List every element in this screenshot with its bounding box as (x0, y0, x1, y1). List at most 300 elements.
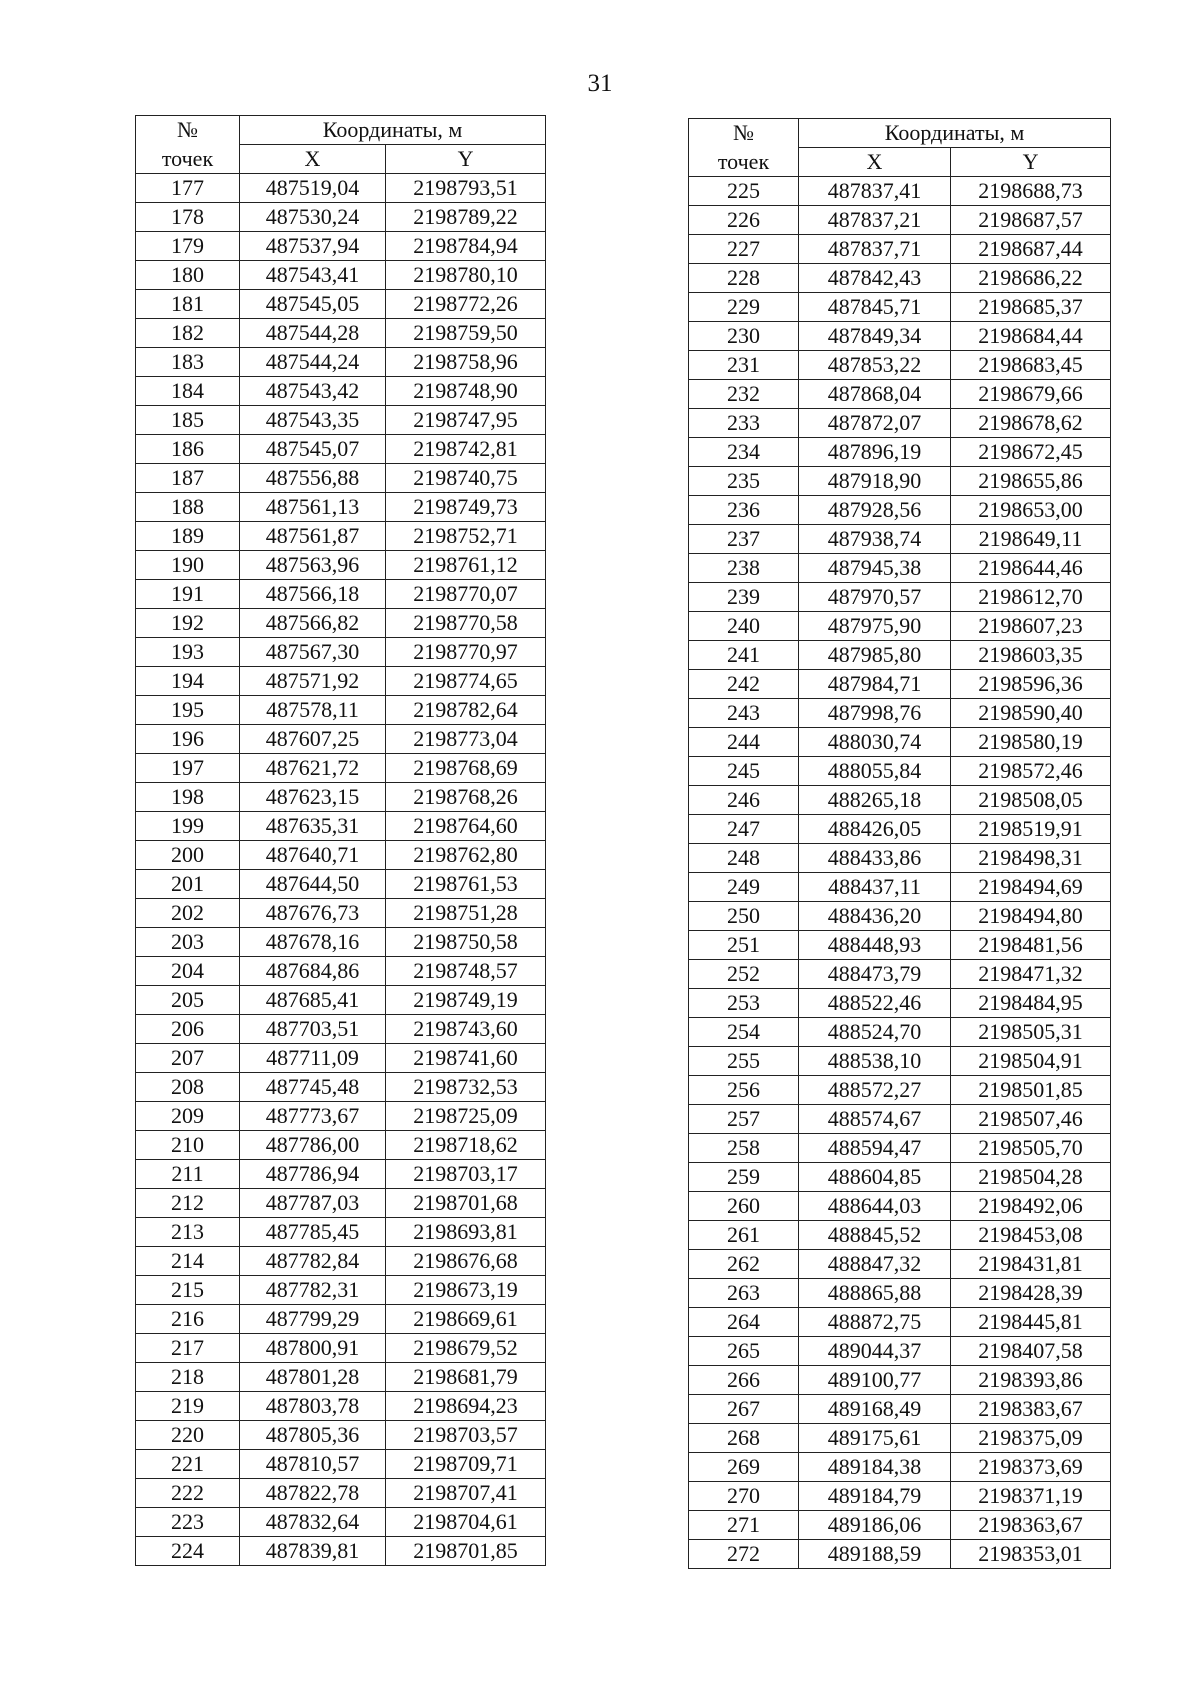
point-number-cell: 187 (136, 464, 240, 493)
point-number-cell: 203 (136, 928, 240, 957)
y-coordinate-cell: 2198770,07 (386, 580, 546, 609)
y-coordinate-cell: 2198752,71 (386, 522, 546, 551)
header-coordinates: Координаты, м (799, 119, 1111, 148)
table-row (136, 1421, 546, 1450)
point-number-cell: 200 (136, 841, 240, 870)
table-row (689, 699, 1111, 728)
y-coordinate-cell: 2198353,01 (951, 1540, 1111, 1569)
x-coordinate-cell: 488574,67 (799, 1105, 951, 1134)
point-number-cell: 220 (136, 1421, 240, 1450)
table-row (689, 322, 1111, 351)
y-coordinate-cell: 2198596,36 (951, 670, 1111, 699)
y-coordinate-cell: 2198687,44 (951, 235, 1111, 264)
point-number-cell: 221 (136, 1450, 240, 1479)
x-coordinate-cell: 487685,41 (240, 986, 386, 1015)
table-row (136, 1334, 546, 1363)
y-coordinate-cell: 2198687,57 (951, 206, 1111, 235)
x-coordinate-cell: 487545,07 (240, 435, 386, 464)
x-coordinate-cell: 487984,71 (799, 670, 951, 699)
point-number-cell: 231 (689, 351, 799, 380)
table-row (136, 928, 546, 957)
point-number-cell: 207 (136, 1044, 240, 1073)
point-number-cell: 253 (689, 989, 799, 1018)
table-row (689, 293, 1111, 322)
table-row (689, 1134, 1111, 1163)
table-row (136, 580, 546, 609)
point-number-cell: 222 (136, 1479, 240, 1508)
x-coordinate-cell: 487805,36 (240, 1421, 386, 1450)
y-coordinate-cell: 2198590,40 (951, 699, 1111, 728)
point-number-cell: 192 (136, 609, 240, 638)
y-coordinate-cell: 2198653,00 (951, 496, 1111, 525)
table-row (689, 1308, 1111, 1337)
point-number-cell: 197 (136, 754, 240, 783)
point-number-cell: 189 (136, 522, 240, 551)
point-number-cell: 199 (136, 812, 240, 841)
table-row (136, 319, 546, 348)
point-number-cell: 261 (689, 1221, 799, 1250)
x-coordinate-cell: 488847,32 (799, 1250, 951, 1279)
y-coordinate-cell: 2198703,57 (386, 1421, 546, 1450)
x-coordinate-cell: 487975,90 (799, 612, 951, 641)
x-coordinate-cell: 487644,50 (240, 870, 386, 899)
x-coordinate-cell: 487561,13 (240, 493, 386, 522)
y-coordinate-cell: 2198770,58 (386, 609, 546, 638)
table-row (136, 1305, 546, 1334)
table-row (136, 348, 546, 377)
table-row (136, 261, 546, 290)
table-row (689, 612, 1111, 641)
point-number-cell: 225 (689, 177, 799, 206)
table-row (689, 902, 1111, 931)
table-row (136, 232, 546, 261)
point-number-cell: 228 (689, 264, 799, 293)
y-coordinate-cell: 2198471,32 (951, 960, 1111, 989)
x-coordinate-cell: 487703,51 (240, 1015, 386, 1044)
point-number-cell: 265 (689, 1337, 799, 1366)
x-coordinate-cell: 487945,38 (799, 554, 951, 583)
y-coordinate-cell: 2198703,17 (386, 1160, 546, 1189)
table-row (689, 1482, 1111, 1511)
point-number-cell: 252 (689, 960, 799, 989)
y-coordinate-cell: 2198693,81 (386, 1218, 546, 1247)
point-number-cell: 216 (136, 1305, 240, 1334)
table-row (689, 496, 1111, 525)
x-coordinate-cell: 487998,76 (799, 699, 951, 728)
table-row (689, 235, 1111, 264)
point-number-cell: 266 (689, 1366, 799, 1395)
y-coordinate-cell: 2198704,61 (386, 1508, 546, 1537)
y-coordinate-cell: 2198644,46 (951, 554, 1111, 583)
y-coordinate-cell: 2198481,56 (951, 931, 1111, 960)
y-coordinate-cell: 2198407,58 (951, 1337, 1111, 1366)
y-coordinate-cell: 2198780,10 (386, 261, 546, 290)
y-coordinate-cell: 2198445,81 (951, 1308, 1111, 1337)
point-number-cell: 226 (689, 206, 799, 235)
point-number-cell: 177 (136, 174, 240, 203)
y-coordinate-cell: 2198505,70 (951, 1134, 1111, 1163)
point-number-cell: 224 (136, 1537, 240, 1566)
y-coordinate-cell: 2198741,60 (386, 1044, 546, 1073)
table-row (689, 1105, 1111, 1134)
point-number-cell: 243 (689, 699, 799, 728)
y-coordinate-cell: 2198761,53 (386, 870, 546, 899)
table-row (136, 174, 546, 203)
y-coordinate-cell: 2198676,68 (386, 1247, 546, 1276)
x-coordinate-cell: 489184,79 (799, 1482, 951, 1511)
table-row (136, 638, 546, 667)
x-coordinate-cell: 487567,30 (240, 638, 386, 667)
x-coordinate-cell: 487543,35 (240, 406, 386, 435)
x-coordinate-cell: 487537,94 (240, 232, 386, 261)
point-number-cell: 185 (136, 406, 240, 435)
y-coordinate-cell: 2198718,62 (386, 1131, 546, 1160)
y-coordinate-cell: 2198782,64 (386, 696, 546, 725)
y-coordinate-cell: 2198707,41 (386, 1479, 546, 1508)
x-coordinate-cell: 489184,38 (799, 1453, 951, 1482)
point-number-cell: 214 (136, 1247, 240, 1276)
point-number-cell: 257 (689, 1105, 799, 1134)
point-number-cell: 194 (136, 667, 240, 696)
x-coordinate-cell: 487745,48 (240, 1073, 386, 1102)
y-coordinate-cell: 2198363,67 (951, 1511, 1111, 1540)
y-coordinate-cell: 2198649,11 (951, 525, 1111, 554)
point-number-cell: 195 (136, 696, 240, 725)
x-coordinate-cell: 488433,86 (799, 844, 951, 873)
x-coordinate-cell: 487578,11 (240, 696, 386, 725)
table-row (136, 957, 546, 986)
y-coordinate-cell: 2198748,57 (386, 957, 546, 986)
point-number-cell: 245 (689, 757, 799, 786)
y-coordinate-cell: 2198694,23 (386, 1392, 546, 1421)
point-number-cell: 223 (136, 1508, 240, 1537)
x-coordinate-cell: 488872,75 (799, 1308, 951, 1337)
point-number-cell: 184 (136, 377, 240, 406)
table-row (689, 728, 1111, 757)
table-row (689, 931, 1111, 960)
table-row (689, 844, 1111, 873)
y-coordinate-cell: 2198762,80 (386, 841, 546, 870)
x-coordinate-cell: 487566,82 (240, 609, 386, 638)
table-row (689, 960, 1111, 989)
header-points: точек (136, 145, 240, 174)
table-row (136, 1160, 546, 1189)
x-coordinate-cell: 487837,41 (799, 177, 951, 206)
point-number-cell: 186 (136, 435, 240, 464)
point-number-cell: 193 (136, 638, 240, 667)
y-coordinate-cell: 2198498,31 (951, 844, 1111, 873)
x-coordinate-cell: 488030,74 (799, 728, 951, 757)
y-coordinate-cell: 2198749,73 (386, 493, 546, 522)
table-body-right (689, 177, 1111, 1569)
y-coordinate-cell: 2198508,05 (951, 786, 1111, 815)
y-coordinate-cell: 2198679,66 (951, 380, 1111, 409)
x-coordinate-cell: 487711,09 (240, 1044, 386, 1073)
y-coordinate-cell: 2198684,44 (951, 322, 1111, 351)
x-coordinate-cell: 488538,10 (799, 1047, 951, 1076)
point-number-cell: 217 (136, 1334, 240, 1363)
x-coordinate-cell: 487782,31 (240, 1276, 386, 1305)
x-coordinate-cell: 487985,80 (799, 641, 951, 670)
y-coordinate-cell: 2198764,60 (386, 812, 546, 841)
y-coordinate-cell: 2198501,85 (951, 1076, 1111, 1105)
point-number-cell: 215 (136, 1276, 240, 1305)
x-coordinate-cell: 487530,24 (240, 203, 386, 232)
x-coordinate-cell: 488644,03 (799, 1192, 951, 1221)
table-row (136, 203, 546, 232)
table-row (136, 986, 546, 1015)
x-coordinate-cell: 487845,71 (799, 293, 951, 322)
point-number-cell: 256 (689, 1076, 799, 1105)
x-coordinate-cell: 488436,20 (799, 902, 951, 931)
table-row (689, 641, 1111, 670)
table-row (689, 525, 1111, 554)
table-row (689, 1395, 1111, 1424)
table-row (689, 1366, 1111, 1395)
point-number-cell: 260 (689, 1192, 799, 1221)
x-coordinate-cell: 487872,07 (799, 409, 951, 438)
y-coordinate-cell: 2198375,09 (951, 1424, 1111, 1453)
table-row (136, 1189, 546, 1218)
x-coordinate-cell: 487640,71 (240, 841, 386, 870)
table-row (689, 177, 1111, 206)
table-row (136, 1276, 546, 1305)
x-coordinate-cell: 487621,72 (240, 754, 386, 783)
point-number-cell: 236 (689, 496, 799, 525)
point-number-cell: 255 (689, 1047, 799, 1076)
point-number-cell: 232 (689, 380, 799, 409)
point-number-cell: 234 (689, 438, 799, 467)
y-coordinate-cell: 2198431,81 (951, 1250, 1111, 1279)
point-number-cell: 235 (689, 467, 799, 496)
y-coordinate-cell: 2198773,04 (386, 725, 546, 754)
y-coordinate-cell: 2198607,23 (951, 612, 1111, 641)
x-coordinate-cell: 487678,16 (240, 928, 386, 957)
y-coordinate-cell: 2198772,26 (386, 290, 546, 319)
table-row (689, 786, 1111, 815)
y-coordinate-cell: 2198749,19 (386, 986, 546, 1015)
point-number-cell: 210 (136, 1131, 240, 1160)
y-coordinate-cell: 2198393,86 (951, 1366, 1111, 1395)
x-coordinate-cell: 487938,74 (799, 525, 951, 554)
table-row (136, 1015, 546, 1044)
point-number-cell: 250 (689, 902, 799, 931)
y-coordinate-cell: 2198492,06 (951, 1192, 1111, 1221)
x-coordinate-cell: 487684,86 (240, 957, 386, 986)
y-coordinate-cell: 2198761,12 (386, 551, 546, 580)
x-coordinate-cell: 487561,87 (240, 522, 386, 551)
header-y: Y (951, 148, 1111, 177)
table-row (689, 351, 1111, 380)
table-row (689, 1163, 1111, 1192)
y-coordinate-cell: 2198768,69 (386, 754, 546, 783)
y-coordinate-cell: 2198428,39 (951, 1279, 1111, 1308)
y-coordinate-cell: 2198373,69 (951, 1453, 1111, 1482)
y-coordinate-cell: 2198740,75 (386, 464, 546, 493)
y-coordinate-cell: 2198701,85 (386, 1537, 546, 1566)
point-number-cell: 239 (689, 583, 799, 612)
x-coordinate-cell: 487810,57 (240, 1450, 386, 1479)
y-coordinate-cell: 2198789,22 (386, 203, 546, 232)
y-coordinate-cell: 2198505,31 (951, 1018, 1111, 1047)
x-coordinate-cell: 487676,73 (240, 899, 386, 928)
table-row (136, 841, 546, 870)
point-number-cell: 272 (689, 1540, 799, 1569)
y-coordinate-cell: 2198519,91 (951, 815, 1111, 844)
table-row (136, 754, 546, 783)
point-number-cell: 247 (689, 815, 799, 844)
header-point-number: № (136, 116, 240, 145)
point-number-cell: 249 (689, 873, 799, 902)
y-coordinate-cell: 2198748,90 (386, 377, 546, 406)
x-coordinate-cell: 488604,85 (799, 1163, 951, 1192)
y-coordinate-cell: 2198453,08 (951, 1221, 1111, 1250)
x-coordinate-cell: 487544,28 (240, 319, 386, 348)
point-number-cell: 179 (136, 232, 240, 261)
y-coordinate-cell: 2198673,19 (386, 1276, 546, 1305)
y-coordinate-cell: 2198504,91 (951, 1047, 1111, 1076)
table-row (136, 1392, 546, 1421)
x-coordinate-cell: 488426,05 (799, 815, 951, 844)
table-row (689, 1250, 1111, 1279)
table-row (689, 409, 1111, 438)
point-number-cell: 259 (689, 1163, 799, 1192)
table-row (136, 1218, 546, 1247)
point-number-cell: 182 (136, 319, 240, 348)
table-row (136, 1131, 546, 1160)
x-coordinate-cell: 487786,94 (240, 1160, 386, 1189)
table-row (136, 1363, 546, 1392)
table-row (136, 493, 546, 522)
table-row (136, 464, 546, 493)
x-coordinate-cell: 487799,29 (240, 1305, 386, 1334)
y-coordinate-cell: 2198603,35 (951, 641, 1111, 670)
point-number-cell: 213 (136, 1218, 240, 1247)
table-row (136, 725, 546, 754)
point-number-cell: 238 (689, 554, 799, 583)
page-number: 31 (587, 70, 613, 97)
point-number-cell: 201 (136, 870, 240, 899)
x-coordinate-cell: 488448,93 (799, 931, 951, 960)
coordinates-table-right (688, 118, 1111, 1569)
point-number-cell: 191 (136, 580, 240, 609)
y-coordinate-cell: 2198784,94 (386, 232, 546, 261)
y-coordinate-cell: 2198750,58 (386, 928, 546, 957)
x-coordinate-cell: 487556,88 (240, 464, 386, 493)
y-coordinate-cell: 2198743,60 (386, 1015, 546, 1044)
point-number-cell: 188 (136, 493, 240, 522)
table-row (136, 1044, 546, 1073)
y-coordinate-cell: 2198678,62 (951, 409, 1111, 438)
x-coordinate-cell: 489100,77 (799, 1366, 951, 1395)
x-coordinate-cell: 489175,61 (799, 1424, 951, 1453)
table-row (689, 1221, 1111, 1250)
table-row (689, 815, 1111, 844)
table-row (136, 609, 546, 638)
x-coordinate-cell: 487607,25 (240, 725, 386, 754)
point-number-cell: 202 (136, 899, 240, 928)
y-coordinate-cell: 2198742,81 (386, 435, 546, 464)
x-coordinate-cell: 488055,84 (799, 757, 951, 786)
point-number-cell: 268 (689, 1424, 799, 1453)
x-coordinate-cell: 488265,18 (799, 786, 951, 815)
table-row (136, 1508, 546, 1537)
x-coordinate-cell: 489044,37 (799, 1337, 951, 1366)
x-coordinate-cell: 487563,96 (240, 551, 386, 580)
point-number-cell: 241 (689, 641, 799, 670)
y-coordinate-cell: 2198679,52 (386, 1334, 546, 1363)
table-row (689, 1337, 1111, 1366)
point-number-cell: 212 (136, 1189, 240, 1218)
point-number-cell: 240 (689, 612, 799, 641)
x-coordinate-cell: 488594,47 (799, 1134, 951, 1163)
point-number-cell: 251 (689, 931, 799, 960)
x-coordinate-cell: 487545,05 (240, 290, 386, 319)
x-coordinate-cell: 488437,11 (799, 873, 951, 902)
x-coordinate-cell: 487635,31 (240, 812, 386, 841)
x-coordinate-cell: 487842,43 (799, 264, 951, 293)
y-coordinate-cell: 2198655,86 (951, 467, 1111, 496)
table-row (136, 812, 546, 841)
x-coordinate-cell: 488865,88 (799, 1279, 951, 1308)
y-coordinate-cell: 2198774,65 (386, 667, 546, 696)
point-number-cell: 208 (136, 1073, 240, 1102)
x-coordinate-cell: 487822,78 (240, 1479, 386, 1508)
table-row (136, 899, 546, 928)
y-coordinate-cell: 2198751,28 (386, 899, 546, 928)
point-number-cell: 237 (689, 525, 799, 554)
y-coordinate-cell: 2198686,22 (951, 264, 1111, 293)
y-coordinate-cell: 2198507,46 (951, 1105, 1111, 1134)
table-row (689, 206, 1111, 235)
table-row (136, 1073, 546, 1102)
table-row (136, 290, 546, 319)
x-coordinate-cell: 488524,70 (799, 1018, 951, 1047)
table-row (689, 1076, 1111, 1105)
x-coordinate-cell: 487544,24 (240, 348, 386, 377)
x-coordinate-cell: 487868,04 (799, 380, 951, 409)
x-coordinate-cell: 487787,03 (240, 1189, 386, 1218)
table-row (136, 1102, 546, 1131)
x-coordinate-cell: 488572,27 (799, 1076, 951, 1105)
table-row (689, 1453, 1111, 1482)
y-coordinate-cell: 2198572,46 (951, 757, 1111, 786)
point-number-cell: 242 (689, 670, 799, 699)
y-coordinate-cell: 2198681,79 (386, 1363, 546, 1392)
point-number-cell: 206 (136, 1015, 240, 1044)
table-row (689, 380, 1111, 409)
x-coordinate-cell: 487785,45 (240, 1218, 386, 1247)
x-coordinate-cell: 487853,22 (799, 351, 951, 380)
y-coordinate-cell: 2198770,97 (386, 638, 546, 667)
x-coordinate-cell: 487896,19 (799, 438, 951, 467)
x-coordinate-cell: 487543,42 (240, 377, 386, 406)
table-row (136, 1537, 546, 1566)
x-coordinate-cell: 487773,67 (240, 1102, 386, 1131)
point-number-cell: 196 (136, 725, 240, 754)
x-coordinate-cell: 487566,18 (240, 580, 386, 609)
coordinates-table-left (135, 115, 546, 1566)
y-coordinate-cell: 2198758,96 (386, 348, 546, 377)
x-coordinate-cell: 487849,34 (799, 322, 951, 351)
point-number-cell: 263 (689, 1279, 799, 1308)
x-coordinate-cell: 487800,91 (240, 1334, 386, 1363)
x-coordinate-cell: 487837,21 (799, 206, 951, 235)
point-number-cell: 204 (136, 957, 240, 986)
y-coordinate-cell: 2198371,19 (951, 1482, 1111, 1511)
y-coordinate-cell: 2198685,37 (951, 293, 1111, 322)
x-coordinate-cell: 487928,56 (799, 496, 951, 525)
